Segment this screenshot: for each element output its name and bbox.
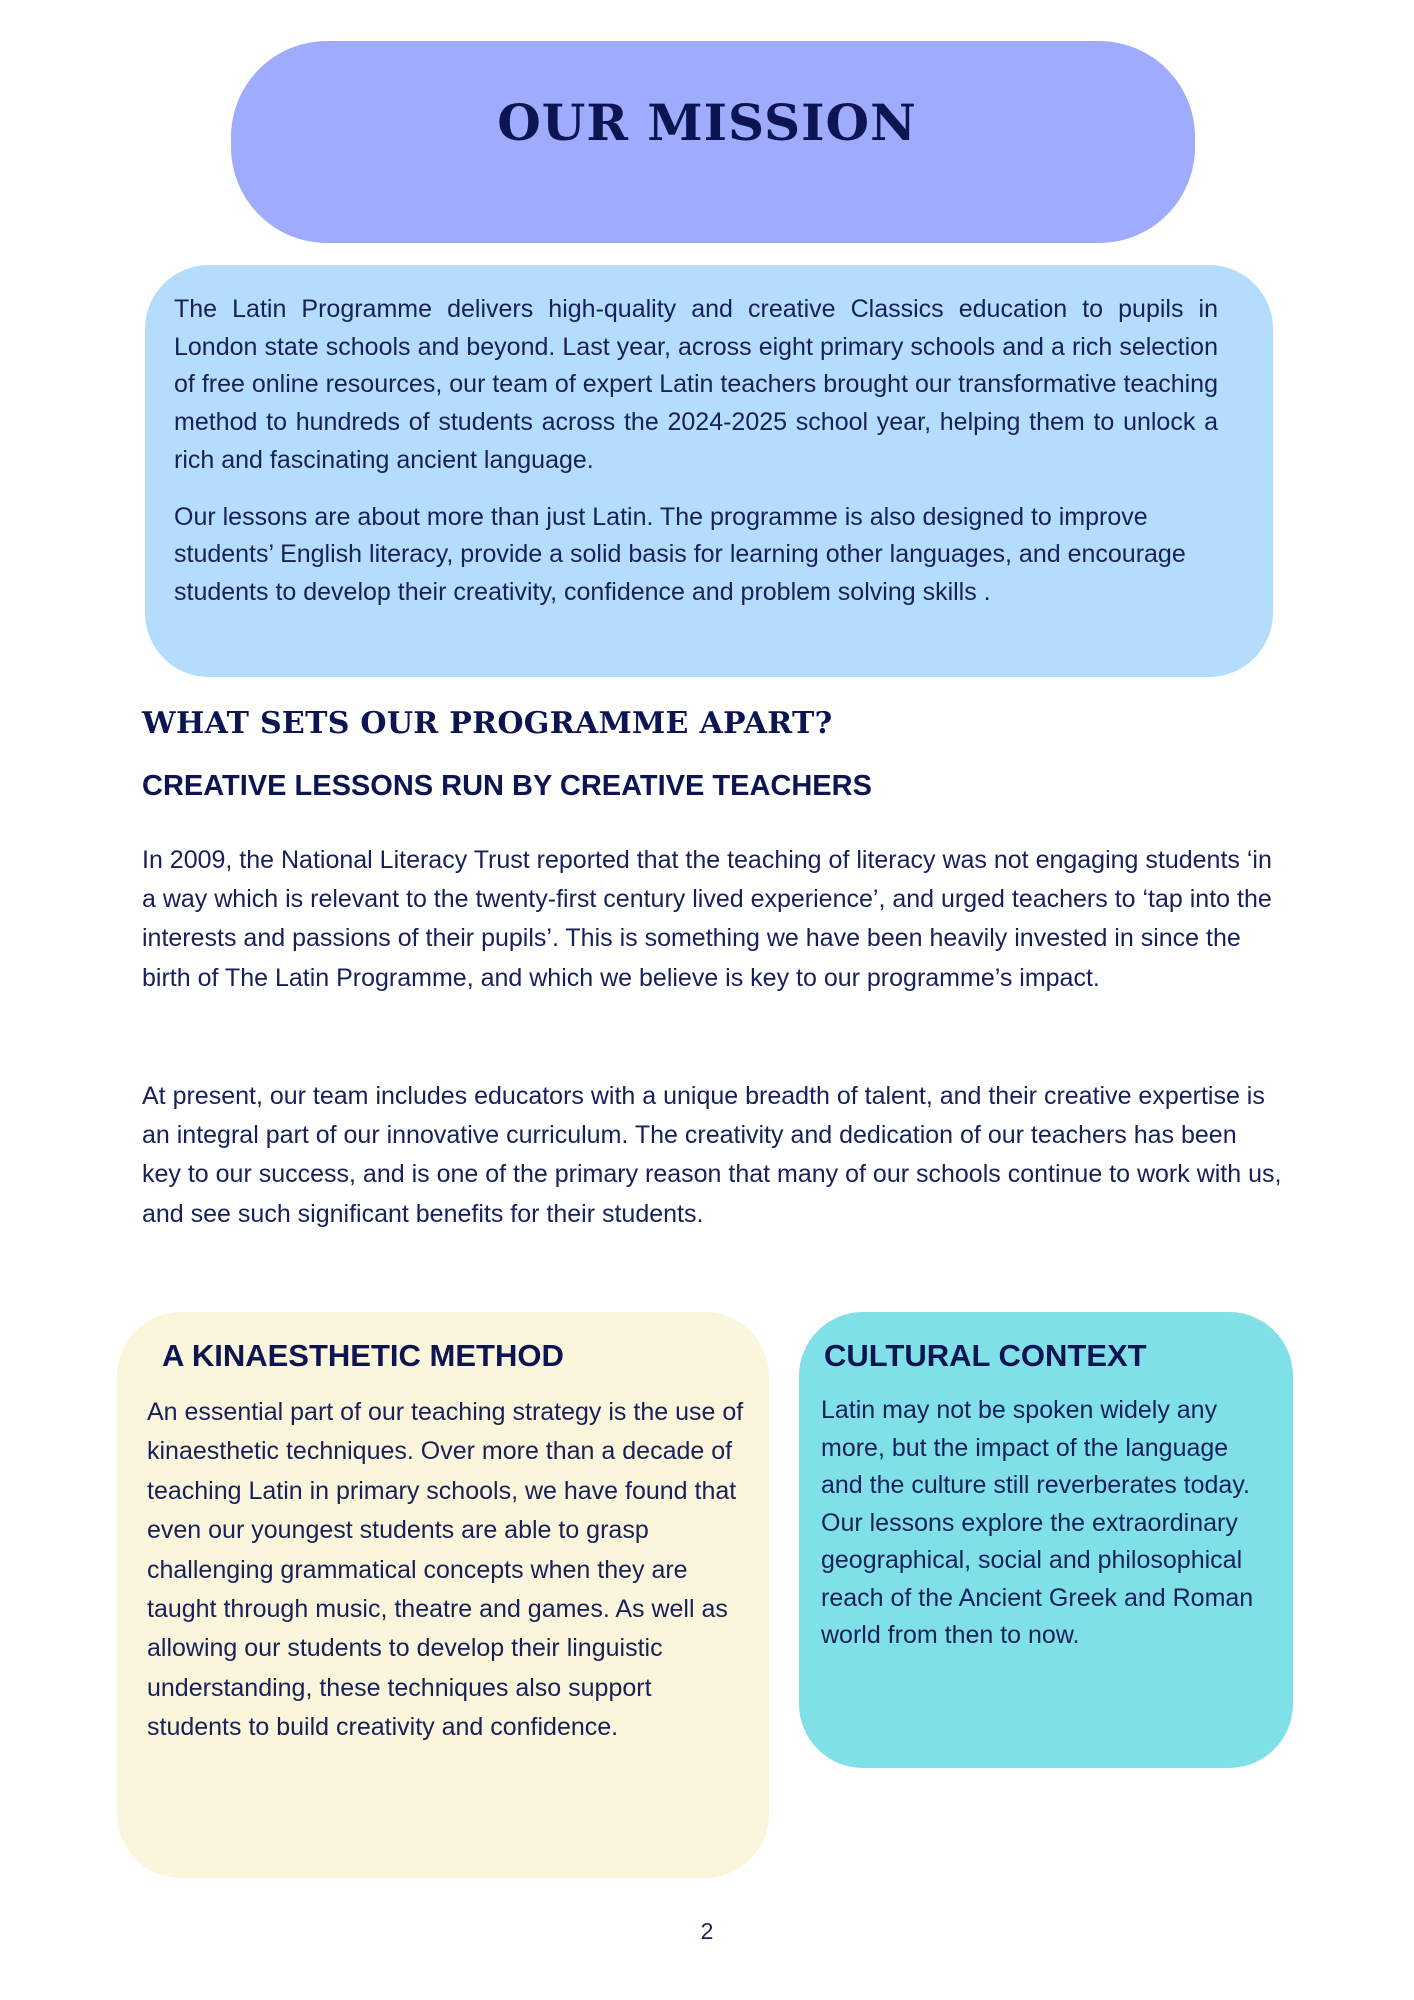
section-heading: WHAT SETS OUR PROGRAMME APART? [142, 706, 833, 741]
page-number: 2 [700, 1918, 714, 1944]
cultural-title: CULTURAL CONTEXT [824, 1338, 1147, 1373]
cultural-text: Latin may not be spoken widely any more, but the impact of the language and the culture still reverberates today. Our lessons explore the extraordinary geographical, social and philosophical reach of the Ancient Greek and Roman world from then to now. [821, 1396, 1254, 1649]
mission-text [174, 291, 1218, 612]
body-paragraph: At present, our team includes educators with a unique breadth of talent, and their creative expertise is an integral part of our innovative curriculum. The creativity and dedication of our teachers has been key to our success, and is one of the primary reason that many of our schools continue to work with us, and see such significant benefits for their students. [142, 1082, 1282, 1228]
kinaesthetic-title: A KINAESTHETIC METHOD [162, 1338, 564, 1373]
mission-paragraph: Our lessons are about more than just Latin. The programme is also designed to improve students’ English literacy, provide a solid basis for learning other languages, and encourage students to develop their creativity, confidence and problem solving skills . [174, 502, 1186, 606]
body-paragraph: In 2009, the National Literacy Trust reported that the teaching of literacy was not engaging students ‘in a way which is relevant to the twenty-first century lived experience’, and urged teachers to ‘tap into the interests and passions of their pupils’. This is something we have been heavily invested in since the birth of The Latin Programme, and which we believe is key to our programme’s impact. [142, 846, 1272, 992]
mission-paragraph: The Latin Programme delivers high-quality and creative Classics education to pupils in London state schools and beyond. Last year, across eight primary schools and a rich selection of free online resources, our team of expert Latin teachers brought our transformative teaching method to hundreds of students across the 2024-2025 school year, helping them to unlock a rich and fascinating ancient language. [174, 295, 1218, 474]
section-subheading: CREATIVE LESSONS RUN BY CREATIVE TEACHERS [142, 770, 872, 802]
page-title: OUR MISSION [497, 93, 917, 152]
kinaesthetic-text: An essential part of our teaching strategy is the use of kinaesthetic techniques. Over more than a decade of teaching Latin in primary schools, we have found that even our youngest students are able to grasp challenging grammatical concepts when they are taught through music, theatre and games. As well as allowing our students to develop their linguistic understanding, these techniques also support students to build creativity and confidence. [147, 1398, 744, 1742]
